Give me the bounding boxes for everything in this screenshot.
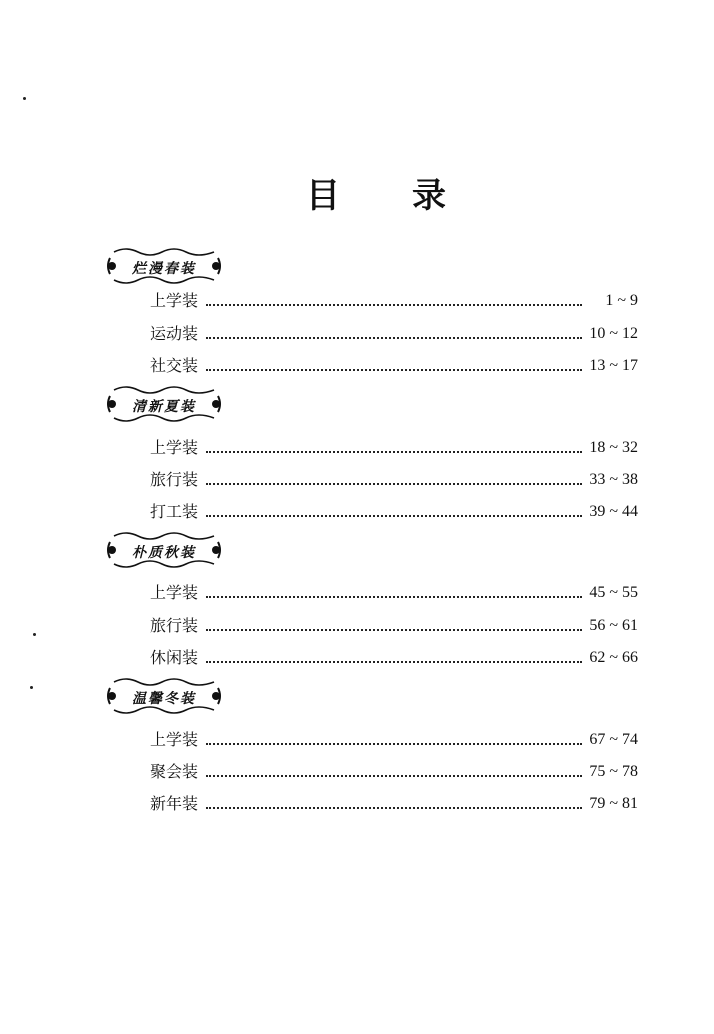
dot-leader	[206, 629, 582, 631]
section-heading-summer	[106, 384, 222, 424]
dot-leader	[206, 807, 582, 809]
entry-pages: 39 ~ 44	[589, 503, 638, 520]
scan-speck	[23, 97, 26, 100]
toc-entry	[150, 614, 638, 638]
entry-label: 上学装	[150, 438, 199, 457]
entry-label: 聚会装	[150, 762, 199, 781]
section-banner	[106, 246, 222, 286]
toc-entry	[150, 354, 638, 378]
entry-label: 上学装	[150, 583, 199, 602]
title-char-1: 目	[306, 176, 340, 216]
section-heading-winter	[106, 676, 222, 716]
dot-leader	[206, 661, 582, 663]
entry-pages: 45 ~ 55	[589, 584, 638, 601]
toc-entry	[150, 760, 638, 784]
section-heading-autumn	[106, 530, 222, 570]
title-char-2: 录	[412, 176, 446, 216]
entry-label: 上学装	[150, 730, 199, 749]
toc-entry	[150, 728, 638, 752]
section-banner	[106, 384, 222, 424]
entry-pages: 18 ~ 32	[589, 439, 638, 456]
toc-entry	[150, 581, 638, 605]
section-heading-text: 清新夏装	[132, 399, 196, 415]
entry-label: 新年装	[150, 794, 199, 813]
dot-leader	[206, 337, 582, 339]
toc-entry	[150, 289, 638, 313]
entry-pages: 56 ~ 61	[589, 617, 638, 634]
scan-speck	[33, 633, 36, 636]
section-heading-text: 烂漫春装	[132, 261, 196, 277]
entry-label: 运动装	[150, 324, 199, 343]
toc-entry	[150, 792, 638, 816]
toc-entry	[150, 500, 638, 524]
entry-label: 旅行装	[150, 616, 199, 635]
entry-label: 打工装	[150, 502, 199, 521]
toc-entry	[150, 322, 638, 346]
toc-entry	[150, 468, 638, 492]
dot-leader	[206, 775, 582, 777]
section-heading-text: 朴质秋装	[132, 545, 196, 561]
entry-pages: 79 ~ 81	[589, 795, 638, 812]
scan-speck	[30, 686, 33, 689]
section-banner	[106, 676, 222, 716]
entry-pages: 75 ~ 78	[589, 763, 638, 780]
entry-pages: 33 ~ 38	[589, 471, 638, 488]
toc-entry	[150, 646, 638, 670]
entry-pages: 1 ~ 9	[605, 292, 638, 309]
dot-leader	[206, 451, 582, 453]
dot-leader	[206, 369, 582, 371]
toc-entry	[150, 436, 638, 460]
entry-label: 社交装	[150, 356, 199, 375]
dot-leader	[206, 515, 582, 517]
dot-leader	[206, 596, 582, 598]
dot-leader	[206, 483, 582, 485]
dot-leader	[206, 304, 582, 306]
entry-label: 上学装	[150, 291, 199, 310]
section-banner	[106, 530, 222, 570]
section-heading-text: 温馨冬装	[132, 691, 196, 707]
entry-pages: 67 ~ 74	[589, 731, 638, 748]
entry-label: 旅行装	[150, 470, 199, 489]
section-heading-spring	[106, 246, 222, 286]
entry-pages: 62 ~ 66	[589, 649, 638, 666]
entry-pages: 10 ~ 12	[589, 325, 638, 342]
dot-leader	[206, 743, 582, 745]
entry-pages: 13 ~ 17	[589, 357, 638, 374]
entry-label: 休闲装	[150, 648, 199, 667]
